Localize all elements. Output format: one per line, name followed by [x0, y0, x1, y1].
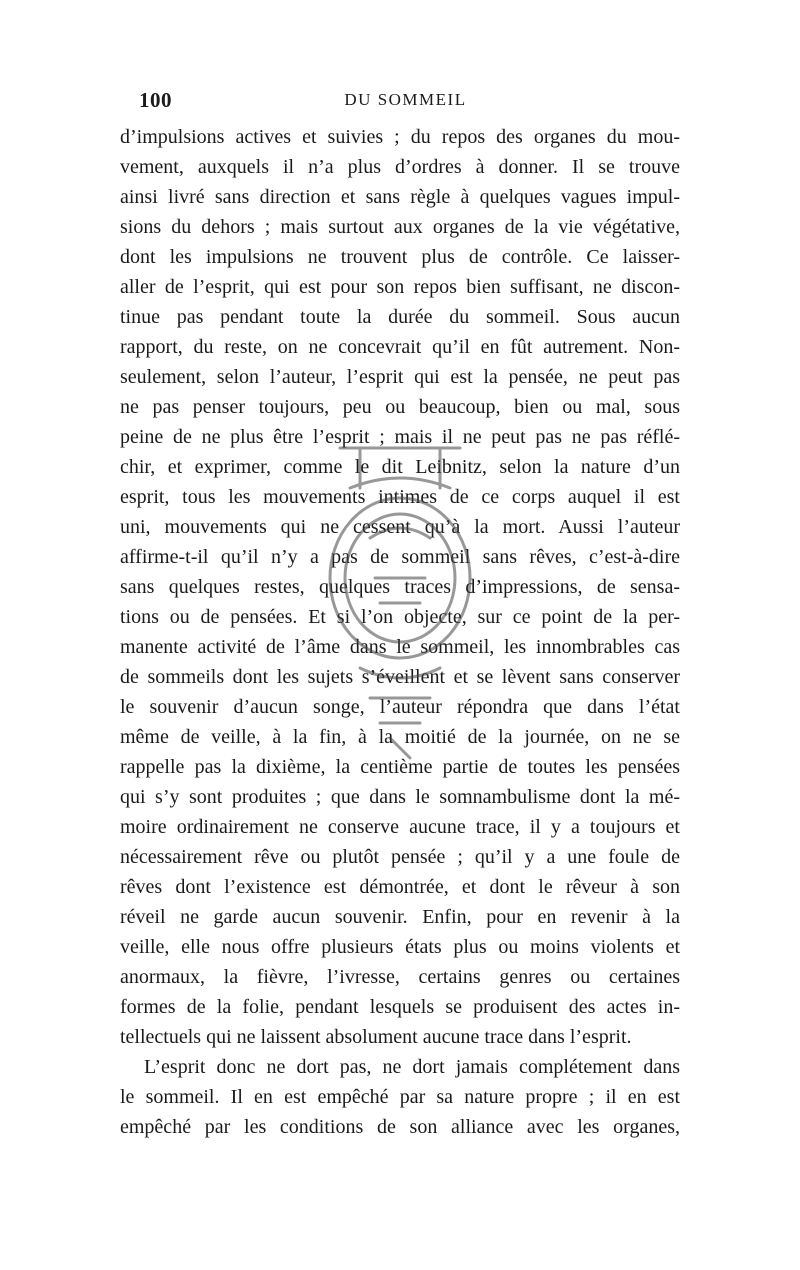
text-line: le souvenir d’aucun songe, l’auteur répondra que dans l’état	[120, 696, 680, 718]
text-line: vement, auxquels il n’a plus d’ordres à donner. Il se trouve	[120, 156, 680, 178]
text-line: formes de la folie, pendant lesquels se produisent des actes in-	[120, 996, 680, 1018]
text-line: manente activité de l’âme dans le sommeil, les innombrables cas	[120, 636, 680, 658]
text-line: rêves dont l’existence est démontrée, et dont le rêveur à son	[120, 876, 680, 898]
text-line: même de veille, à la fin, à la moitié de la journée, on ne se	[120, 726, 680, 748]
text-line: moire ordinairement ne conserve aucune trace, il y a toujours et	[120, 816, 680, 838]
text-line: chir, et exprimer, comme le dit Leibnitz, selon la nature d’un	[120, 456, 680, 478]
text-line: sions du dehors ; mais surtout aux organes de la vie végétative,	[120, 216, 680, 238]
text-line: veille, elle nous offre plusieurs états plus ou moins violents et	[120, 936, 680, 958]
body-text	[120, 122, 680, 1142]
running-title: DU SOMMEIL	[344, 90, 467, 109]
text-line: d’impulsions actives et suivies ; du repos des organes du mou-	[120, 126, 680, 148]
text-line: qui s’y sont produites ; que dans le somnambulisme dont la mé-	[120, 786, 680, 808]
text-line: empêché par les conditions de son alliance avec les organes,	[120, 1116, 680, 1138]
text-line: rappelle pas la dixième, la centième partie de toutes les pensées	[120, 756, 680, 778]
page-number: 100	[139, 88, 172, 112]
page-header	[133, 88, 678, 116]
text-line: ne pas penser toujours, peu ou beaucoup, bien ou mal, sous	[120, 396, 680, 418]
text-line: anormaux, la fièvre, l’ivresse, certains genres ou certaines	[120, 966, 680, 988]
text-line: le sommeil. Il en est empêché par sa nature propre ; il en est	[120, 1086, 680, 1108]
text-line: tellectuels qui ne laissent absolument aucune trace dans l’esprit.	[120, 1026, 632, 1048]
text-line: aller de l’esprit, qui est pour son repos bien suffisant, ne discon-	[120, 276, 680, 298]
text-line: esprit, tous les mouvements intimes de ce corps auquel il est	[120, 486, 680, 508]
text-line: nécessairement rêve ou plutôt pensée ; qu’il y a une foule de	[120, 846, 680, 868]
text-line: seulement, selon l’auteur, l’esprit qui est la pensée, ne peut pas	[120, 366, 680, 388]
text-line: de sommeils dont les sujets s’éveillent et se lèvent sans conserver	[120, 666, 680, 688]
text-line: uni, mouvements qui ne cessent qu’à la mort. Aussi l’auteur	[120, 516, 680, 538]
paragraph-start-line: L’esprit donc ne dort pas, ne dort jamais complétement dans	[144, 1056, 680, 1078]
text-line: dont les impulsions ne trouvent plus de contrôle. Ce laisser-	[120, 246, 680, 268]
text-line: peine de ne plus être l’esprit ; mais il ne peut pas ne pas réflé-	[120, 426, 680, 448]
text-line: réveil ne garde aucun souvenir. Enfin, pour en revenir à la	[120, 906, 680, 928]
text-line: tinue pas pendant toute la durée du sommeil. Sous aucun	[120, 306, 680, 328]
text-line: affirme-t-il qu’il n’y a pas de sommeil sans rêves, c’est-à-dire	[120, 546, 680, 568]
text-line: sans quelques restes, quelques traces d’impressions, de sensa-	[120, 576, 680, 598]
text-line: tions ou de pensées. Et si l’on objecte, sur ce point de la per-	[120, 606, 680, 628]
text-line: ainsi livré sans direction et sans règle à quelques vagues impul-	[120, 186, 680, 208]
text-line: rapport, du reste, on ne concevrait qu’il en fût autrement. Non-	[120, 336, 680, 358]
